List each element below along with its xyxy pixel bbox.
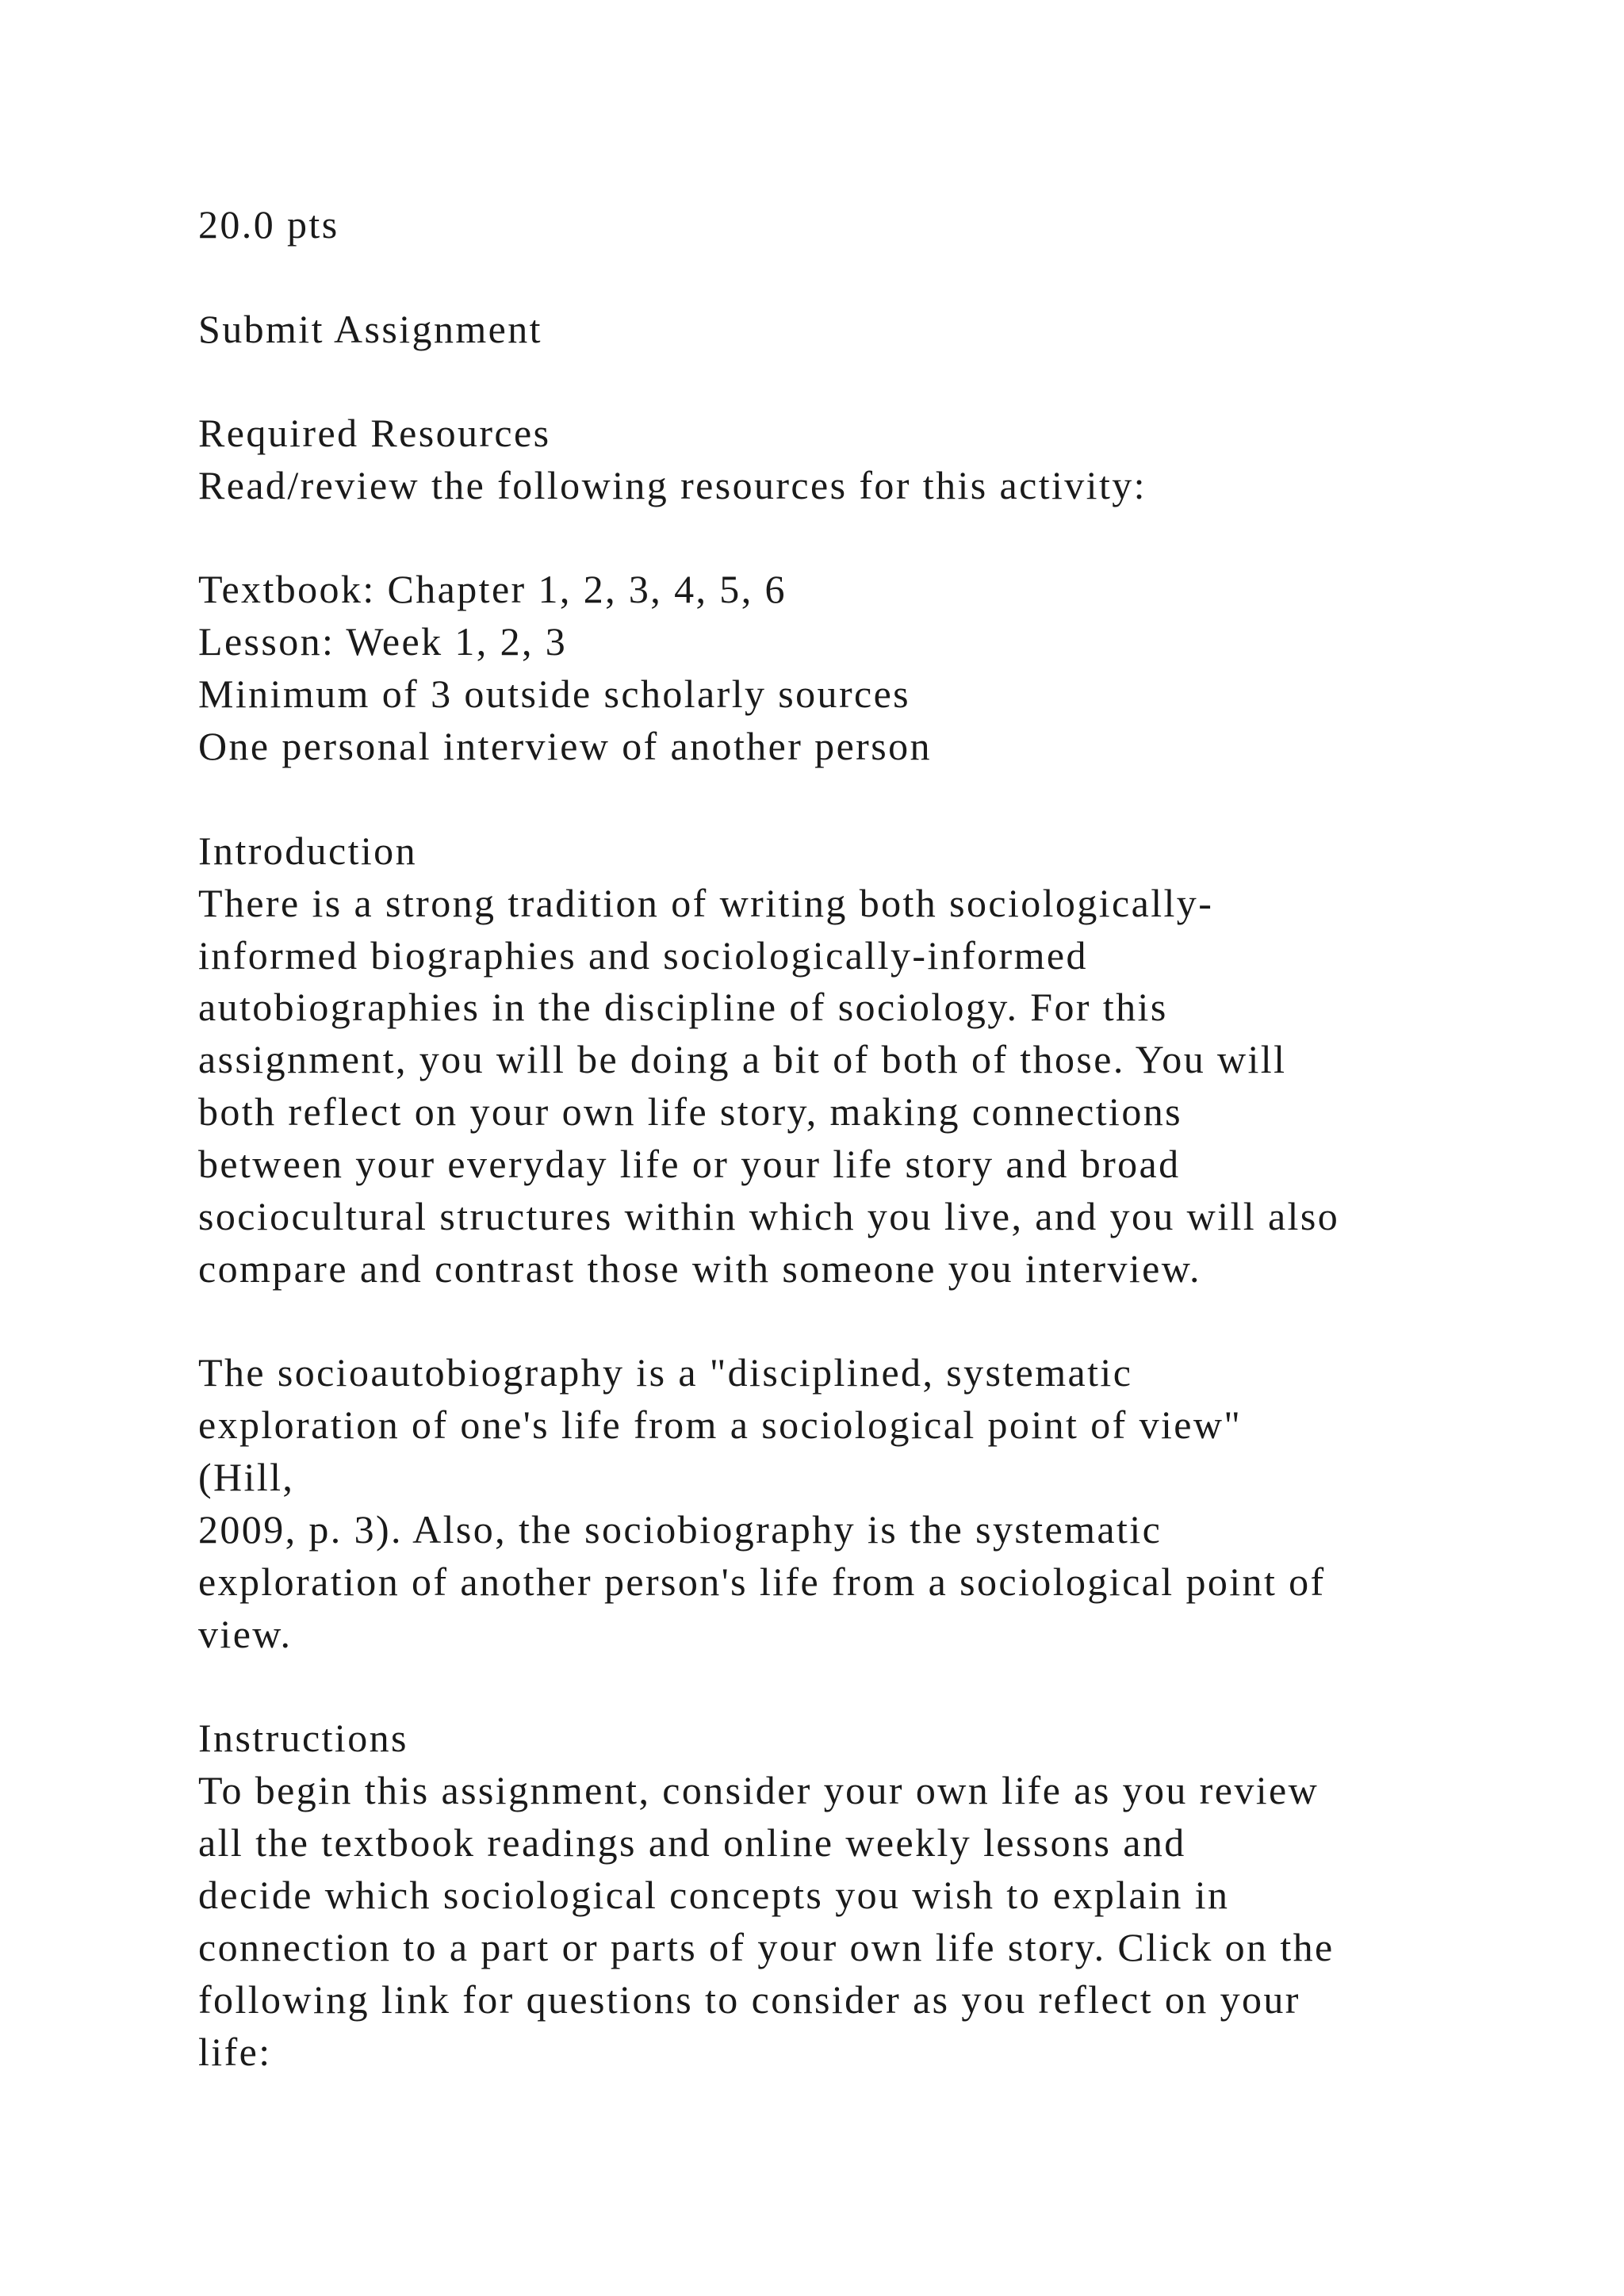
body-line: following link for questions to consider as you reflect on your	[198, 1977, 1300, 2022]
instructions-heading: Instructions	[198, 1716, 408, 1760]
body-line: view.	[198, 1612, 293, 1656]
body-line: assignment, you will be doing a bit of both of those. You will	[198, 1037, 1287, 1081]
body-line: autobiographies in the discipline of sociology. For this	[198, 985, 1168, 1029]
body-line: To begin this assignment, consider your own life as you review	[198, 1768, 1320, 1812]
body-line: exploration of one's life from a sociological point of view"	[198, 1402, 1243, 1447]
body-line: between your everyday life or your life story and broad	[198, 1142, 1181, 1186]
introduction-heading: Introduction	[198, 828, 417, 873]
body-line: decide which sociological concepts you wish to explain in	[198, 1873, 1230, 1917]
points-line: 20.0 pts	[198, 202, 339, 247]
resource-item-textbook: Textbook: Chapter 1, 2, 3, 4, 5, 6	[198, 567, 787, 611]
body-line: (Hill,	[198, 1455, 295, 1499]
body-line: 2009, p. 3). Also, the sociobiography is the systematic	[198, 1507, 1162, 1552]
body-line: both reflect on your own life story, making connections	[198, 1089, 1182, 1134]
body-line: all the textbook readings and online weekly lessons and	[198, 1820, 1186, 1865]
required-resources-heading: Required Resources	[198, 411, 551, 455]
body-line: compare and contrast those with someone you interview.	[198, 1246, 1201, 1291]
body-line: connection to a part or parts of your own life story. Click on the	[198, 1925, 1335, 1969]
resource-item-sources: Minimum of 3 outside scholarly sources	[198, 672, 911, 716]
body-line: exploration of another person's life from a sociological point of	[198, 1559, 1326, 1604]
body-line: Read/review the following resources for this activity:	[198, 463, 1147, 507]
submit-assignment-line: Submit Assignment	[198, 307, 542, 351]
body-line: informed biographies and sociologically-informed	[198, 933, 1088, 978]
resource-item-interview: One personal interview of another person	[198, 724, 932, 768]
body-line: There is a strong tradition of writing both sociologically-	[198, 881, 1214, 925]
body-line: sociocultural structures within which you live, and you will also	[198, 1194, 1340, 1238]
body-line: life:	[198, 2030, 272, 2074]
body-line: The socioautobiography is a "disciplined, systematic	[198, 1350, 1133, 1395]
resource-item-lesson: Lesson: Week 1, 2, 3	[198, 619, 568, 664]
